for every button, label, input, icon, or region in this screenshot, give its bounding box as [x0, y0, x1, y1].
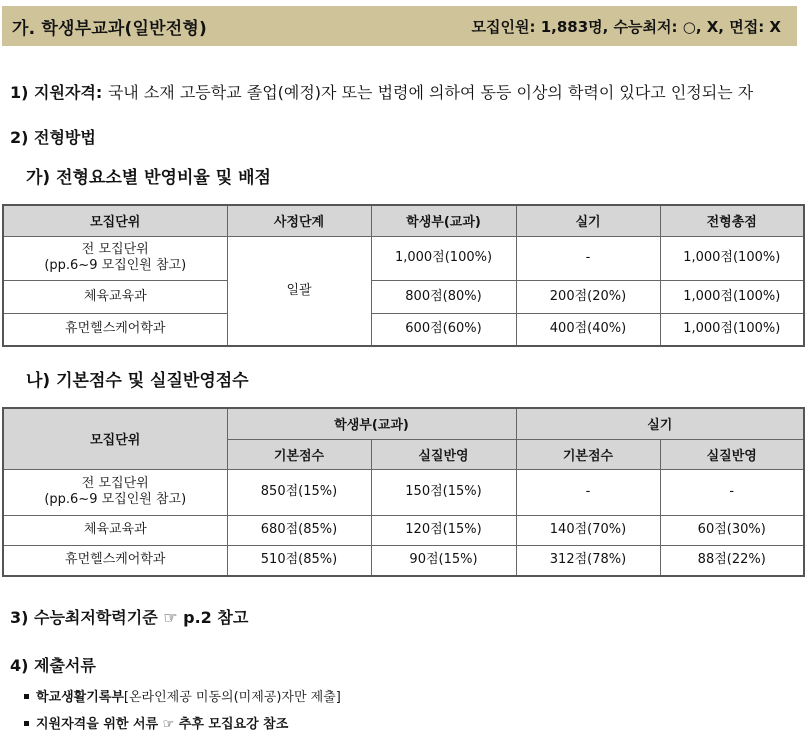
ratio-table	[2, 204, 805, 347]
total-cell: 1,000점(100%)	[660, 280, 804, 313]
total-cell: 1,000점(100%)	[660, 313, 804, 346]
record-base-cell: 850점(15%)	[227, 469, 371, 515]
table-header-row	[3, 205, 804, 236]
col-header: 모집단위	[3, 205, 227, 236]
document-item	[24, 686, 341, 705]
unit-cell: 휴먼헬스케어학과	[3, 313, 227, 346]
unit-cell: 체육교육과	[3, 515, 227, 545]
section-header	[2, 6, 797, 46]
score-subheading: 나) 기본점수 및 실질반영점수	[26, 371, 249, 391]
document-item	[24, 713, 288, 732]
col-header: 실질반영	[371, 439, 516, 469]
section-title: 가. 학생부교과(일반전형)	[12, 18, 207, 39]
record-real-cell: 90점(15%)	[371, 545, 516, 576]
documents-heading: 4) 제출서류	[10, 656, 96, 675]
eligibility-label: 1) 지원자격:	[10, 83, 103, 102]
square-bullet-icon	[24, 694, 29, 699]
practical-real-cell: 88점(22%)	[660, 545, 804, 576]
unit-name: 전 모집단위	[81, 476, 149, 491]
practical-cell: 200점(20%)	[516, 280, 660, 313]
unit-note: (pp.6~9 모집인원 참고)	[44, 258, 187, 273]
unit-note: (pp.6~9 모집인원 참고)	[44, 492, 187, 507]
col-header: 기본점수	[227, 439, 371, 469]
practical-base-cell: -	[516, 469, 660, 515]
col-header: 전형총점	[660, 205, 804, 236]
unit-cell: 체육교육과	[3, 280, 227, 313]
group-header: 실기	[516, 408, 804, 439]
col-header: 실기	[516, 205, 660, 236]
table-row	[3, 236, 804, 280]
document-item-bold: 학교생활기록부	[36, 690, 124, 705]
csat-minimum-heading: 3) 수능최저학력기준 ☞ p.2 참고	[10, 608, 249, 627]
unit-cell: 휴먼헬스케어학과	[3, 545, 227, 576]
table-row	[3, 280, 804, 313]
table-row	[3, 313, 804, 346]
practical-cell: -	[516, 236, 660, 280]
score-table	[2, 407, 805, 577]
practical-base-cell: 312점(78%)	[516, 545, 660, 576]
eligibility-line	[10, 80, 753, 103]
practical-cell: 400점(40%)	[516, 313, 660, 346]
total-cell: 1,000점(100%)	[660, 236, 804, 280]
record-real-cell: 120점(15%)	[371, 515, 516, 545]
document-item-bold: 지원자격을 위한 서류 ☞ 추후 모집요강 참조	[36, 717, 289, 732]
unit-name: 전 모집단위	[81, 242, 149, 257]
table-row	[3, 545, 804, 576]
document-item-note: [온라인제공 미동의(미제공)자만 제출]	[123, 690, 341, 705]
ratio-subheading: 가) 전형요소별 반영비율 및 배점	[26, 168, 271, 188]
recruit-info: 모집인원: 1,883명, 수능최저: ○, X, 면접: X	[471, 17, 781, 36]
col-header: 사정단계	[227, 205, 371, 236]
record-cell: 1,000점(100%)	[371, 236, 516, 280]
table-row	[3, 469, 804, 515]
square-bullet-icon	[24, 721, 29, 726]
unit-cell	[3, 236, 227, 280]
record-base-cell: 510점(85%)	[227, 545, 371, 576]
col-header: 모집단위	[3, 408, 227, 469]
group-header: 학생부(교과)	[227, 408, 516, 439]
practical-base-cell: 140점(70%)	[516, 515, 660, 545]
table-row	[3, 515, 804, 545]
stage-cell: 일괄	[227, 236, 371, 346]
record-cell: 600점(60%)	[371, 313, 516, 346]
record-cell: 800점(80%)	[371, 280, 516, 313]
method-heading: 2) 전형방법	[10, 128, 96, 147]
col-header: 학생부(교과)	[371, 205, 516, 236]
record-base-cell: 680점(85%)	[227, 515, 371, 545]
table-header-row	[3, 408, 804, 439]
col-header: 실질반영	[660, 439, 804, 469]
col-header: 기본점수	[516, 439, 660, 469]
practical-real-cell: 60점(30%)	[660, 515, 804, 545]
unit-cell	[3, 469, 227, 515]
practical-real-cell: -	[660, 469, 804, 515]
record-real-cell: 150점(15%)	[371, 469, 516, 515]
eligibility-text: 국내 소재 고등학교 졸업(예정)자 또는 법령에 의하여 동등 이상의 학력이 있다고 인정되는 자	[107, 83, 754, 102]
